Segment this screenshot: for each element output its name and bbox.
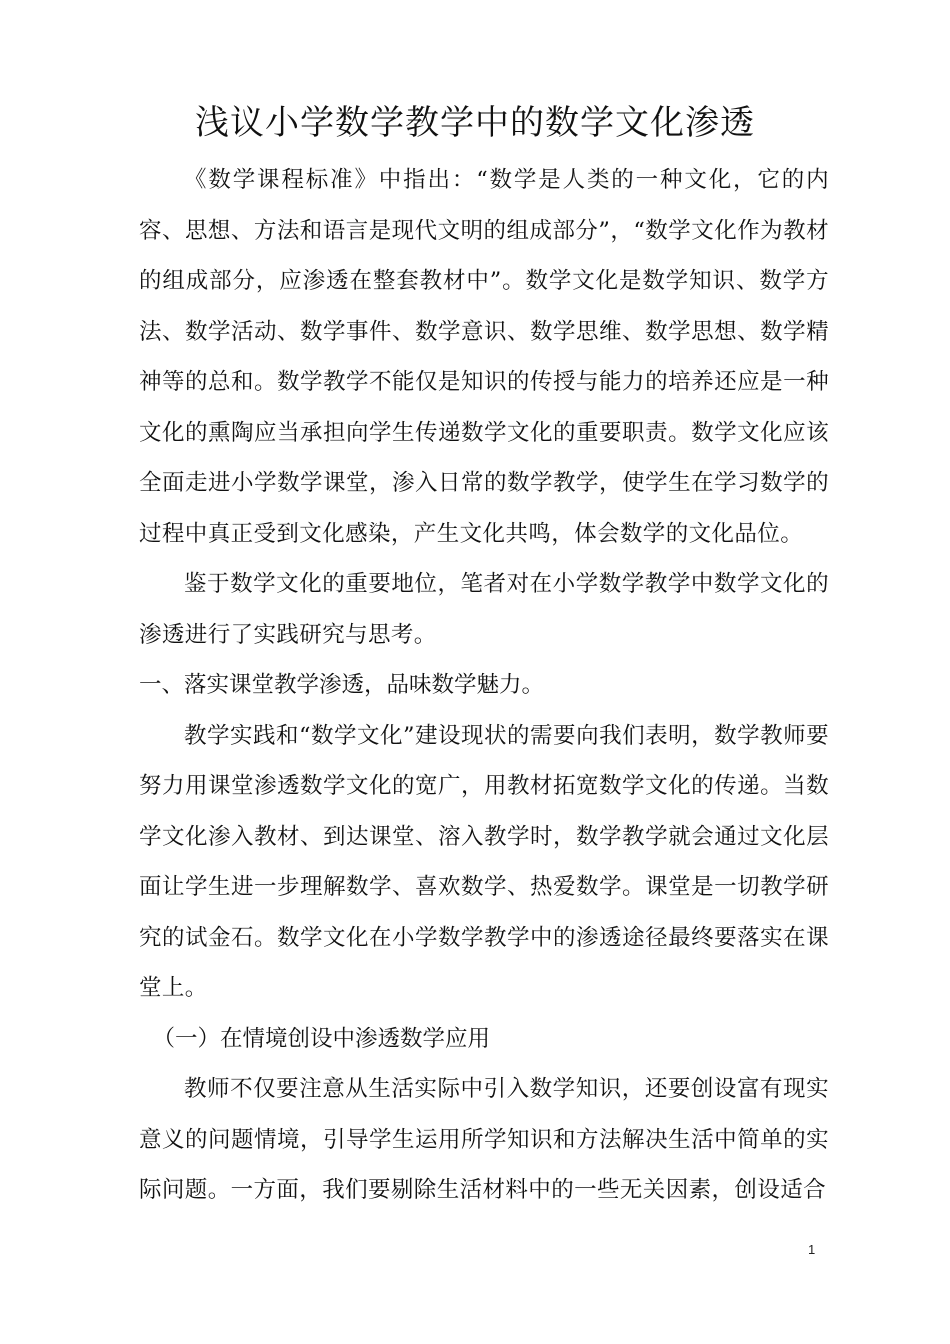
paragraph-subsection-1: 教师不仅要注意从生活实际中引入数学知识，还要创设富有现实意义的问题情境，引导学生运用所学知识和方法解决生活中简单的实际问题。一方面，我们要剔除生活材料中的一些无关因素，创设适合 <box>139 1076 829 1203</box>
subsection-heading-1: （一）在情境创设中渗透数学应用 <box>152 1025 491 1052</box>
page-number: 1 <box>808 1242 816 1257</box>
section-heading-1: 一、落实课堂教学渗透，品味数学魅力。 <box>139 672 545 698</box>
paragraph-section-1: 教学实践和“数学文化”建设现状的需要向我们表明，数学教师要努力用课堂渗透数学文化的宽广，用教材拓宽数学文化的传递。当数学文化渗入教材、到达课堂、溶入教学时，数学教学就会通过文化层面让学生进一步理解数学、喜欢数学、热爱数学。课堂是一切教学研究的试金石。数学文化在小学数学教学中的渗透途径最终要落实在课堂上。 <box>139 722 829 1001</box>
document-title: 浅议小学数学教学中的数学文化渗透 <box>195 103 755 143</box>
paragraph-intro: 《数学课程标准》中指出：“数学是人类的一种文化，它的内容、思想、方法和语言是现代文明的组成部分”，“数学文化作为教材的组成部分，应渗透在整套教材中”。数学文化是数学知识、数学方法、数学活动、数学事件、数学意识、数学思维、数学思想、数学精神等的总和。数学教学不能仅是知识的传授与能力的培养还应是一种文化的熏陶应当承担向学生传递数学文化的重要职责。数学文化应该全面走进小学数学课堂，渗入日常的数学教学，使学生在学习数学的过程中真正受到文化感染，产生文化共鸣，体会数学的文化品位。 <box>139 167 829 547</box>
document-body <box>139 155 829 1216</box>
paragraph-purpose: 鉴于数学文化的重要地位，笔者对在小学数学教学中数学文化的渗透进行了实践研究与思考。 <box>139 571 829 648</box>
